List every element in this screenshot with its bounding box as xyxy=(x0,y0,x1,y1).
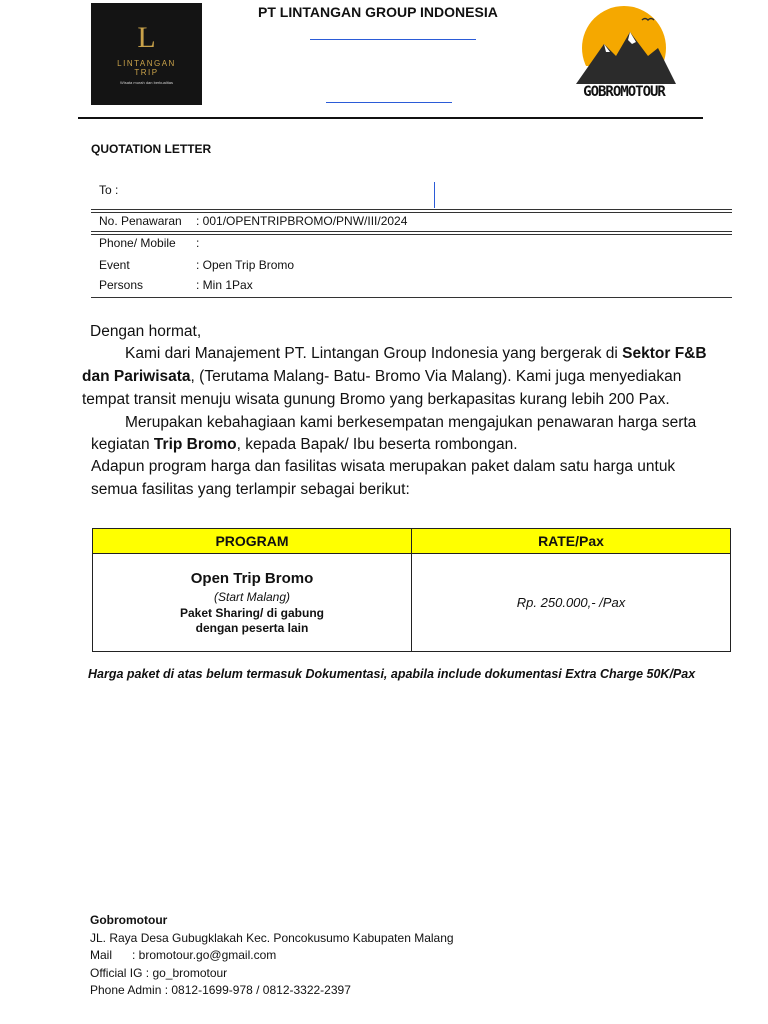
logo-name-line2: TRIP xyxy=(134,68,159,77)
persons-label: Persons xyxy=(99,278,144,292)
rule-5 xyxy=(91,297,732,298)
paragraph-2-line-2 xyxy=(91,434,518,457)
program-name: Open Trip Bromo xyxy=(190,569,314,587)
phone-label: Phone/ Mobile xyxy=(99,236,176,250)
rate-value: Rp. 250.000,- /Pax xyxy=(516,595,626,610)
rate-cell xyxy=(412,554,731,652)
rate-table xyxy=(92,528,731,652)
footer-phone: Phone Admin : 0812-1699-978 / 0812-3322-2397 xyxy=(90,983,351,997)
logo-mark: L xyxy=(137,21,156,54)
to-label: To : xyxy=(99,183,119,197)
logo-name-line1: LINTANGAN xyxy=(117,59,176,68)
phone-value: : xyxy=(196,236,200,250)
price-note: Harga paket di atas belum termasuk Dokumentasi, apabila include dokumentasi Extra Charge 50K/Pax xyxy=(88,667,696,681)
paragraph-3-line-2: semua fasilitas yang terlampir sebagai berikut: xyxy=(91,481,410,498)
lintangan-trip-logo xyxy=(91,3,202,105)
table-header-row xyxy=(93,529,731,554)
footer-company: Gobromotour xyxy=(90,913,168,927)
event-value: : Open Trip Bromo xyxy=(196,258,295,272)
program-note: Paket Sharing/ di gabung dengan peserta lain xyxy=(179,605,325,635)
rule-1 xyxy=(91,209,732,210)
logo-tagline: Wisata murah dan berkualitas xyxy=(120,80,173,85)
footer-mail: Mail : bromotour.go@gmail.com xyxy=(90,948,277,962)
sector-bold: Sektor F&B xyxy=(622,345,707,362)
rule-3 xyxy=(91,231,732,232)
program-cell xyxy=(93,554,412,652)
paragraph-1-line-1 xyxy=(125,343,707,366)
paragraph-2-line-1: Merupakan kebahagiaan kami berkesempatan mengajukan penawaran harga serta xyxy=(125,414,697,431)
paragraph-1-line-2 xyxy=(82,366,681,389)
text-cursor xyxy=(434,182,435,208)
offer-number-label: No. Penawaran xyxy=(99,214,182,228)
gobromotour-logo-text: GOBROMOTOUR xyxy=(583,84,665,100)
paragraph-1-cont: , (Terutama Malang- Batu- Bromo Via Malang). Kami juga menyediakan xyxy=(190,368,682,385)
trip-bromo-bold: Trip Bromo xyxy=(153,436,237,453)
rule-2 xyxy=(91,212,732,213)
offer-number-value: : 001/OPENTRIPBROMO/PNW/III/2024 xyxy=(196,214,408,228)
paragraph-2-cont: , kepada Bapak/ Ibu beserta rombongan. xyxy=(236,436,518,453)
letter-title: QUOTATION LETTER xyxy=(91,142,212,156)
persons-value: : Min 1Pax xyxy=(196,278,253,292)
header-blue-line-bottom xyxy=(326,102,452,103)
paragraph-2-text: kegiatan xyxy=(91,436,154,453)
paragraph-1-line-3: tempat transit menuju wisata gunung Bromo yang berkapasitas kurang lebih 200 Pax. xyxy=(82,391,670,408)
tourism-bold: dan Pariwisata xyxy=(82,368,191,385)
paragraph-3-line-1: Adapun program harga dan fasilitas wisata merupakan paket dalam satu harga untuk xyxy=(91,458,676,475)
header-divider xyxy=(78,117,703,119)
greeting: Dengan hormat, xyxy=(90,323,202,340)
paragraph-1-text: Kami dari Manajement PT. Lintangan Group Indonesia yang bergerak di xyxy=(125,345,623,362)
event-label: Event xyxy=(99,258,130,272)
footer-instagram: Official IG : go_bromotour xyxy=(90,965,228,980)
footer xyxy=(90,912,454,1000)
table-row xyxy=(93,554,731,652)
footer-address: JL. Raya Desa Gubugklakah Kec. Poncokusumo Kabupaten Malang xyxy=(90,930,454,945)
header-blue-line-top xyxy=(310,39,476,40)
header-rate: RATE/Pax xyxy=(412,529,731,554)
company-title: PT LINTANGAN GROUP INDONESIA xyxy=(258,4,498,20)
header-program: PROGRAM xyxy=(93,529,412,554)
rule-4 xyxy=(91,234,732,235)
program-start: (Start Malang) xyxy=(213,589,291,604)
